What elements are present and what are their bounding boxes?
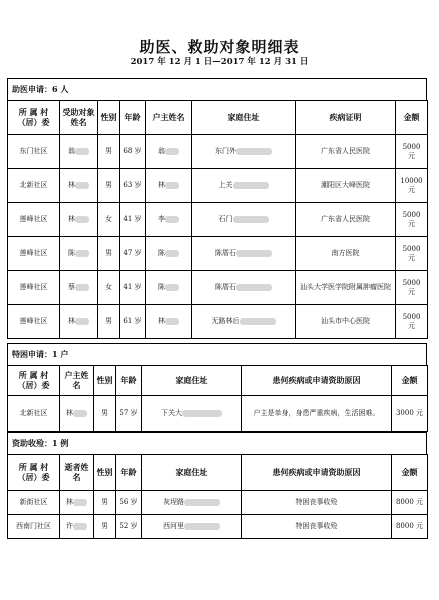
redaction-blur	[73, 410, 87, 417]
village-cell: 莲峰社区	[8, 237, 60, 271]
redaction-blur	[75, 182, 89, 189]
age-cell: 41 岁	[120, 271, 146, 305]
gender-cell: 男	[98, 237, 120, 271]
village-cell: 西南门社区	[8, 515, 60, 539]
col-age: 年龄	[116, 366, 142, 396]
gender-cell: 男	[94, 491, 116, 515]
hardship-header-row	[8, 366, 428, 396]
col-amount: 金额	[392, 366, 428, 396]
medical-row	[8, 271, 428, 305]
reason-cell: 特困丧事收殓	[242, 515, 392, 539]
head-cell: 林	[146, 169, 192, 203]
village-cell: 莲峰社区	[8, 305, 60, 339]
name-cell: 林	[60, 491, 94, 515]
col-address: 家庭住址	[142, 455, 242, 491]
medical-row	[8, 135, 428, 169]
name-cell: 翁	[60, 135, 98, 169]
funeral-row	[8, 491, 428, 515]
col-address: 家庭住址	[142, 366, 242, 396]
funeral-section-label: 资助收殓：1 例	[7, 432, 427, 454]
medical-section-label: 助医申请：6 人	[7, 78, 427, 100]
amount-cell: 5000 元	[396, 305, 428, 339]
col-reason: 患何疾病或申请资助原因	[242, 455, 392, 491]
redaction-blur	[184, 499, 220, 506]
redaction-blur	[75, 318, 89, 325]
age-cell: 47 岁	[120, 237, 146, 271]
medical-row	[8, 237, 428, 271]
redaction-blur	[75, 216, 89, 223]
medical-row	[8, 203, 428, 237]
name-cell: 陈	[60, 237, 98, 271]
redaction-blur	[236, 148, 272, 155]
amount-cell: 10000 元	[396, 169, 428, 203]
amount-cell: 3000 元	[392, 396, 428, 432]
redaction-blur	[75, 148, 89, 155]
col-proof: 疾病证明	[296, 101, 396, 135]
redaction-blur	[165, 182, 179, 189]
col-address: 家庭住址	[192, 101, 296, 135]
address-cell: 上关	[192, 169, 296, 203]
col-amount: 金额	[392, 455, 428, 491]
proof-cell: 南方医院	[296, 237, 396, 271]
col-reason: 患何疾病或申请资助原因	[242, 366, 392, 396]
amount-cell: 8000 元	[392, 515, 428, 539]
gender-cell: 男	[98, 169, 120, 203]
redaction-blur	[165, 148, 179, 155]
head-cell: 李	[146, 203, 192, 237]
redaction-blur	[236, 250, 272, 257]
proof-cell: 汕头市中心医院	[296, 305, 396, 339]
redaction-blur	[165, 284, 179, 291]
medical-row	[8, 305, 428, 339]
col-gender: 性别	[94, 366, 116, 396]
head-cell: 陈	[146, 271, 192, 305]
redaction-blur	[73, 499, 87, 506]
name-cell: 蔡	[60, 271, 98, 305]
address-cell: 陈厝石	[192, 271, 296, 305]
redaction-blur	[165, 250, 179, 257]
proof-cell: 潮阳区大峰医院	[296, 169, 396, 203]
redaction-blur	[184, 523, 220, 530]
col-name: 受助对象姓名	[60, 101, 98, 135]
col-gender: 性别	[98, 101, 120, 135]
hardship-section-label: 特困申请：1 户	[7, 343, 427, 365]
address-cell: 灰埕路	[142, 491, 242, 515]
village-cell: 东门社区	[8, 135, 60, 169]
document-title: 助医、救助对象明细表	[139, 38, 300, 56]
age-cell: 61 岁	[120, 305, 146, 339]
col-village: 所 属 村（居）委	[8, 101, 60, 135]
gender-cell: 女	[98, 271, 120, 305]
village-cell: 莲峰社区	[8, 271, 60, 305]
village-cell: 北新社区	[8, 396, 60, 432]
redaction-blur	[75, 284, 89, 291]
address-cell: 下关大	[142, 396, 242, 432]
head-cell: 翁	[146, 135, 192, 169]
age-cell: 41 岁	[120, 203, 146, 237]
gender-cell: 男	[98, 135, 120, 169]
amount-cell: 5000 元	[396, 271, 428, 305]
col-name: 户主姓名	[60, 366, 94, 396]
col-head: 户主姓名	[146, 101, 192, 135]
date-range: 2017 年 12 月 1 日—2017 年 12 月 31 日	[130, 57, 309, 67]
village-cell: 莲峰社区	[8, 203, 60, 237]
amount-cell: 5000 元	[396, 237, 428, 271]
address-cell: 无路林后	[192, 305, 296, 339]
proof-cell: 汕头大学医学院附属肿瘤医院	[296, 271, 396, 305]
head-cell: 陈	[146, 237, 192, 271]
name-cell: 林	[60, 305, 98, 339]
redaction-blur	[236, 284, 272, 291]
village-cell: 北新社区	[8, 169, 60, 203]
col-age: 年龄	[116, 455, 142, 491]
col-village: 所 属 村（居）委	[8, 366, 60, 396]
funeral-table	[7, 454, 428, 539]
village-cell: 新街社区	[8, 491, 60, 515]
col-gender: 性别	[94, 455, 116, 491]
name-cell: 林	[60, 203, 98, 237]
funeral-row	[8, 515, 428, 539]
redaction-blur	[233, 216, 269, 223]
col-name: 逝者姓名	[60, 455, 94, 491]
col-amount: 金额	[396, 101, 428, 135]
amount-cell: 5000 元	[396, 135, 428, 169]
hardship-table	[7, 365, 428, 432]
col-age: 年龄	[120, 101, 146, 135]
redaction-blur	[165, 318, 179, 325]
address-cell: 石门	[192, 203, 296, 237]
age-cell: 56 岁	[116, 491, 142, 515]
gender-cell: 女	[98, 203, 120, 237]
name-cell: 林	[60, 169, 98, 203]
gender-cell: 男	[94, 396, 116, 432]
address-cell: 东门外	[192, 135, 296, 169]
address-cell: 西河里	[142, 515, 242, 539]
col-village: 所 属 村（居）委	[8, 455, 60, 491]
reason-cell: 户主是单身，身患严重疾病，生活困难。	[242, 396, 392, 432]
amount-cell: 5000 元	[396, 203, 428, 237]
redaction-blur	[240, 318, 276, 325]
funeral-header-row	[8, 455, 428, 491]
name-cell: 许	[60, 515, 94, 539]
medical-table	[7, 100, 428, 339]
redaction-blur	[182, 410, 222, 417]
redaction-blur	[233, 182, 269, 189]
age-cell: 63 岁	[120, 169, 146, 203]
proof-cell: 广东省人民医院	[296, 203, 396, 237]
reason-cell: 特困丧事收殓	[242, 491, 392, 515]
address-cell: 陈厝石	[192, 237, 296, 271]
redaction-blur	[165, 216, 179, 223]
medical-row	[8, 169, 428, 203]
name-cell: 林	[60, 396, 94, 432]
redaction-blur	[73, 523, 87, 530]
amount-cell: 8000 元	[392, 491, 428, 515]
redaction-blur	[75, 250, 89, 257]
hardship-row	[8, 396, 428, 432]
age-cell: 57 岁	[116, 396, 142, 432]
age-cell: 52 岁	[116, 515, 142, 539]
medical-header-row	[8, 101, 428, 135]
head-cell: 林	[146, 305, 192, 339]
proof-cell: 广东省人民医院	[296, 135, 396, 169]
gender-cell: 男	[98, 305, 120, 339]
age-cell: 68 岁	[120, 135, 146, 169]
gender-cell: 男	[94, 515, 116, 539]
